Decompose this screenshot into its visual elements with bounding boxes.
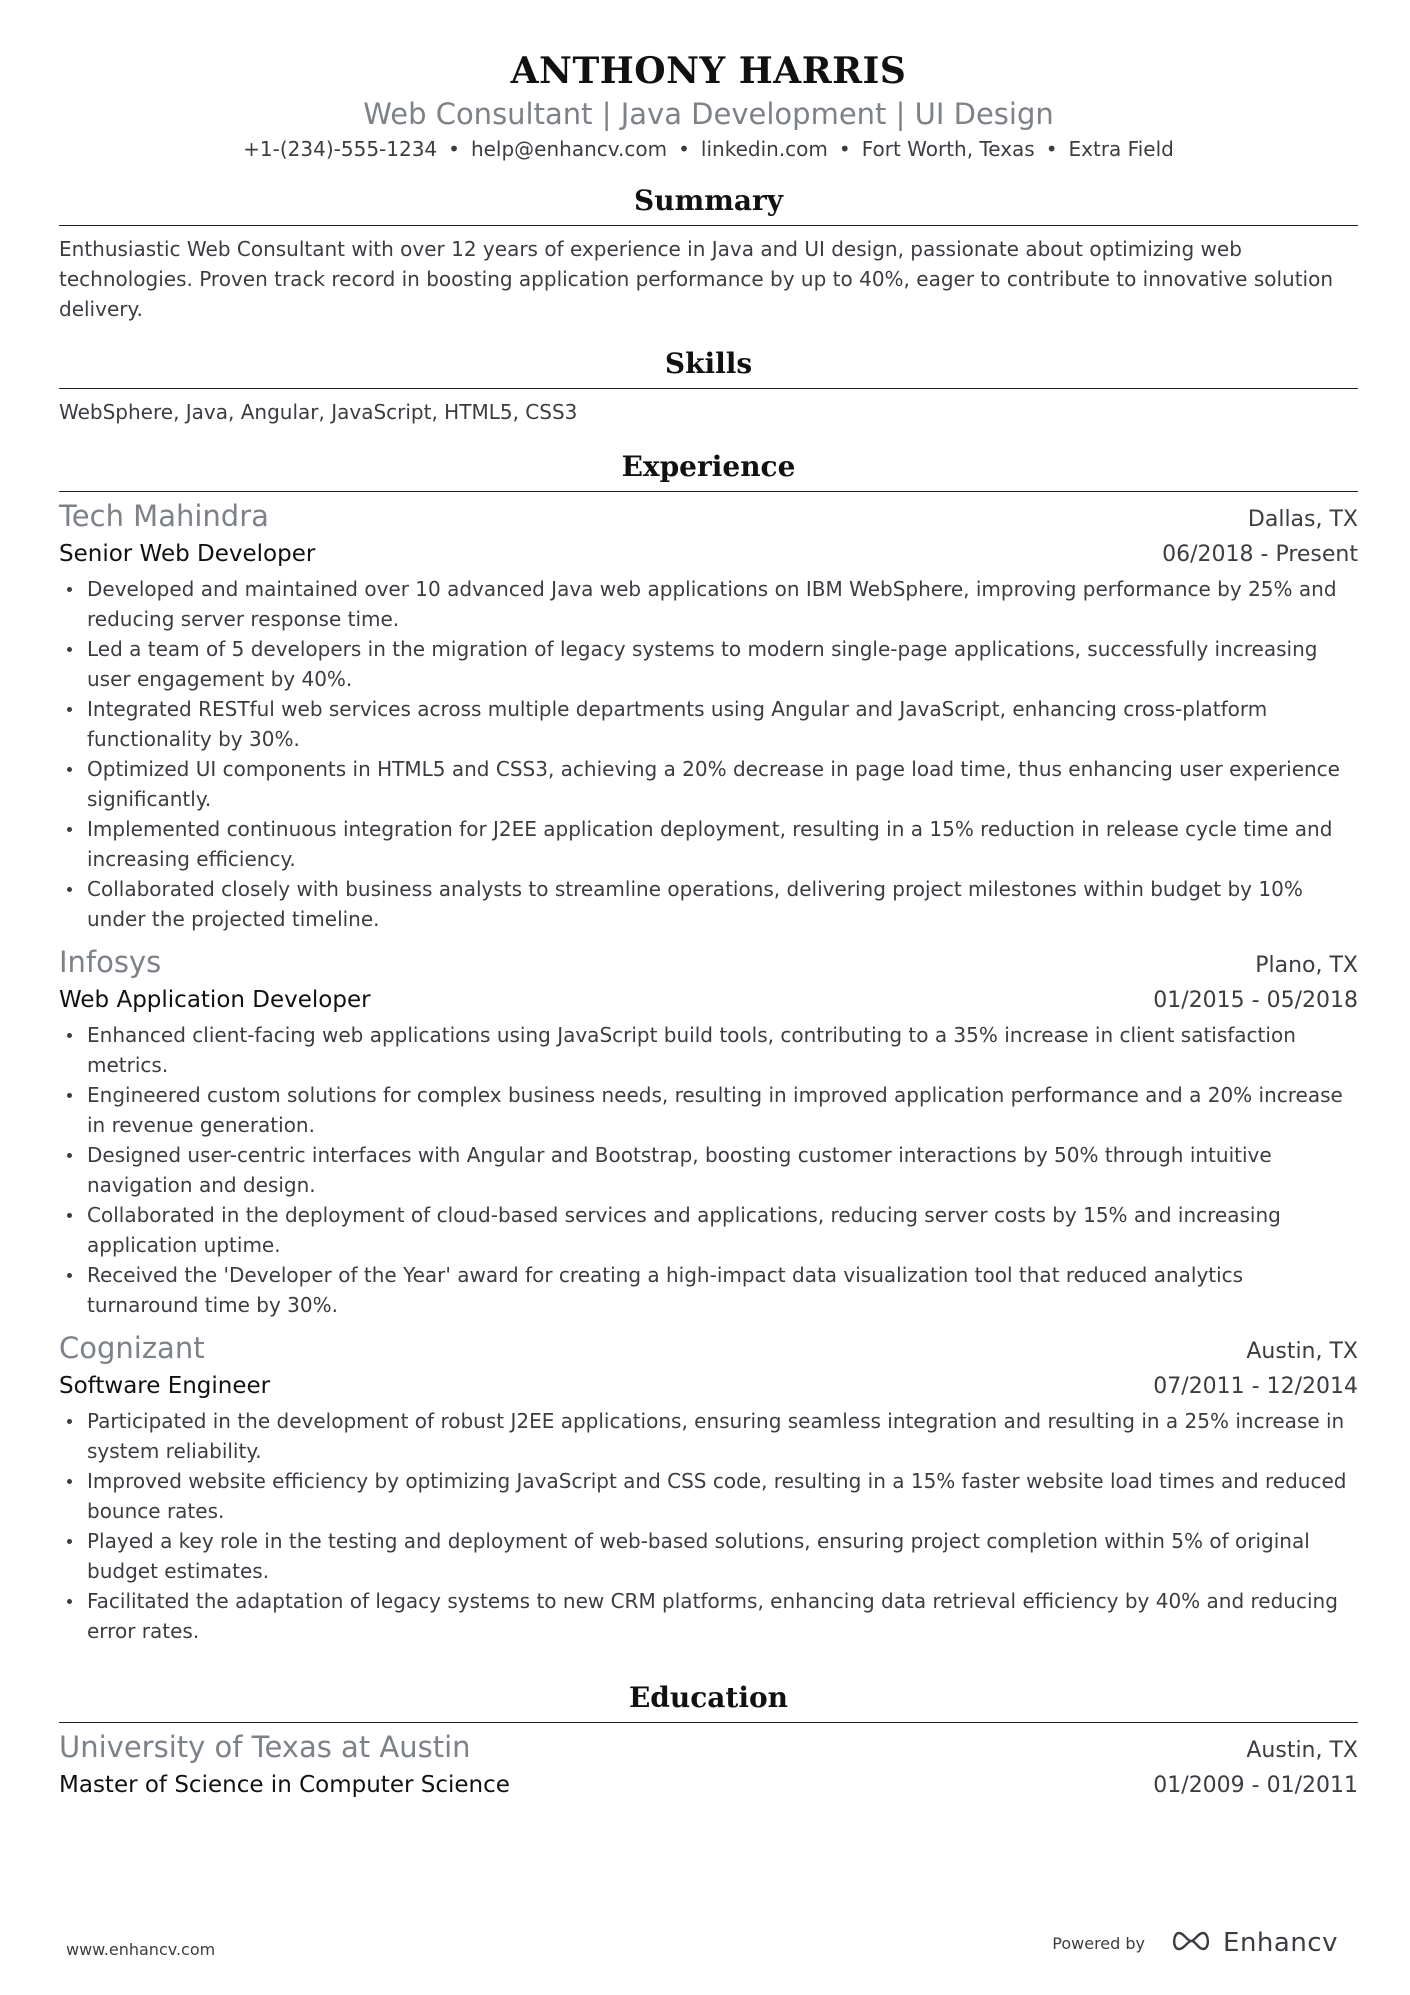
job-subheader [59,984,1358,1017]
bullet-separator: • [448,137,460,161]
footer-branding[interactable] [1052,1928,1338,1958]
job-bullet: Collaborated in the deployment of cloud-based services and applications, reducing server costs by 15% and increasing application uptime. [59,1200,1358,1260]
footer-website[interactable]: www.enhancv.com [66,1940,216,1959]
job-header [59,1330,1358,1370]
job-bullet: Improved website efficiency by optimizing JavaScript and CSS code, resulting in a 15% faster website load times and reduced bounce rates. [59,1466,1358,1526]
summary-text: Enthusiastic Web Consultant with over 12 years of experience in Java and UI design, passionate about optimizing web technologies. Proven track record in boosting application performance by up to 40%, eager to contribute to innovative solution delivery. [59,237,1334,321]
job-subheader [59,538,1358,571]
candidate-headline: Web Consultant | Java Development | UI Design [363,97,1054,131]
job-bullet: Received the 'Developer of the Year' award for creating a high-impact data visualization tool that reduced analytics turnaround time by 30%. [59,1260,1358,1320]
job-dates: 07/2011 - 12/2014 [1153,1374,1358,1399]
job-dates: 01/2015 - 05/2018 [1153,988,1358,1013]
enhancv-logo-icon [1169,1928,1213,1958]
powered-by-label: Powered by [1052,1933,1146,1953]
job-bullet: Optimized UI components in HTML5 and CSS3, achieving a 20% decrease in page load time, thus enhancing user experience significantly. [59,754,1358,814]
candidate-name: ANTHONY HARRIS [510,50,907,92]
job-bullet: Designed user-centric interfaces with Angular and Bootstrap, boosting customer interactions by 50% through intuitive navigation and design. [59,1140,1358,1200]
section-title-education: Education [59,1680,1358,1723]
job-entry [59,944,1358,1320]
job-bullets [59,1406,1358,1646]
job-role: Web Application Developer [59,987,371,1013]
education-subheader [59,1769,1358,1802]
enhancv-brand: Enhancv [1223,1928,1338,1958]
job-entry [59,498,1358,934]
education-entry [59,1729,1358,1802]
contact-linkedin[interactable]: linkedin.com [700,137,828,161]
job-company: Tech Mahindra [59,499,269,533]
section-title-experience: Experience [59,449,1358,492]
job-location: Dallas, TX [1247,507,1358,532]
job-role: Software Engineer [59,1373,271,1399]
job-bullets [59,574,1358,934]
contact-email[interactable]: help@enhancv.com [470,137,668,161]
contact-line [59,135,1358,163]
education-header [59,1729,1358,1769]
contact-phone: +1-(234)-555-1234 [243,137,438,161]
resume-content [59,50,1358,1802]
job-header [59,498,1358,538]
job-bullets [59,1020,1358,1320]
section-title-skills: Skills [59,346,1358,389]
skills-text: WebSphere, Java, Angular, JavaScript, HTML5, CSS3 [59,400,578,424]
contact-extra: Extra Field [1068,137,1174,161]
job-bullet: Enhanced client-facing web applications using JavaScript build tools, contributing to a 35% increase in client satisfaction metrics. [59,1020,1358,1080]
bullet-separator: • [838,137,851,161]
job-bullet: Participated in the development of robust J2EE applications, ensuring seamless integration and resulting in a 25% increase in system reliability. [59,1406,1358,1466]
job-header [59,944,1358,984]
section-title-summary: Summary [59,183,1358,226]
job-bullet: Played a key role in the testing and deployment of web-based solutions, ensuring project completion within 5% of original budget estimates. [59,1526,1358,1586]
job-bullet: Collaborated closely with business analysts to streamline operations, delivering project milestones within budget by 10% under the projected timeline. [59,874,1358,934]
job-bullet: Integrated RESTful web services across multiple departments using Angular and JavaScript, enhancing cross-platform functionality by 30%. [59,694,1358,754]
job-bullet: Implemented continuous integration for J2EE application deployment, resulting in a 15% reduction in release cycle time and increasing efficiency. [59,814,1358,874]
job-company: Infosys [59,945,162,979]
job-entry [59,1330,1358,1646]
bullet-separator: • [678,137,690,161]
job-dates: 06/2018 - Present [1162,542,1358,567]
job-bullet: Led a team of 5 developers in the migration of legacy systems to modern single-page applications, successfully increasing user engagement by 40%. [59,634,1358,694]
education-location: Austin, TX [1246,1738,1358,1763]
education-school: University of Texas at Austin [59,1730,471,1764]
job-subheader [59,1370,1358,1403]
job-location: Austin, TX [1246,1339,1358,1364]
job-role: Senior Web Developer [59,541,316,567]
job-bullet: Engineered custom solutions for complex business needs, resulting in improved application performance and a 20% increase in revenue generation. [59,1080,1358,1140]
job-bullet: Facilitated the adaptation of legacy systems to new CRM platforms, enhancing data retrieval efficiency by 40% and reducing error rates. [59,1586,1358,1646]
job-company: Cognizant [59,1331,205,1365]
education-dates: 01/2009 - 01/2011 [1153,1773,1358,1798]
job-location: Plano, TX [1255,953,1358,978]
bullet-separator: • [1045,137,1058,161]
job-bullet: Developed and maintained over 10 advanced Java web applications on IBM WebSphere, improving performance by 25% and reducing server response time. [59,574,1358,634]
contact-location: Fort Worth, Texas [861,137,1035,161]
education-degree: Master of Science in Computer Science [59,1772,510,1798]
